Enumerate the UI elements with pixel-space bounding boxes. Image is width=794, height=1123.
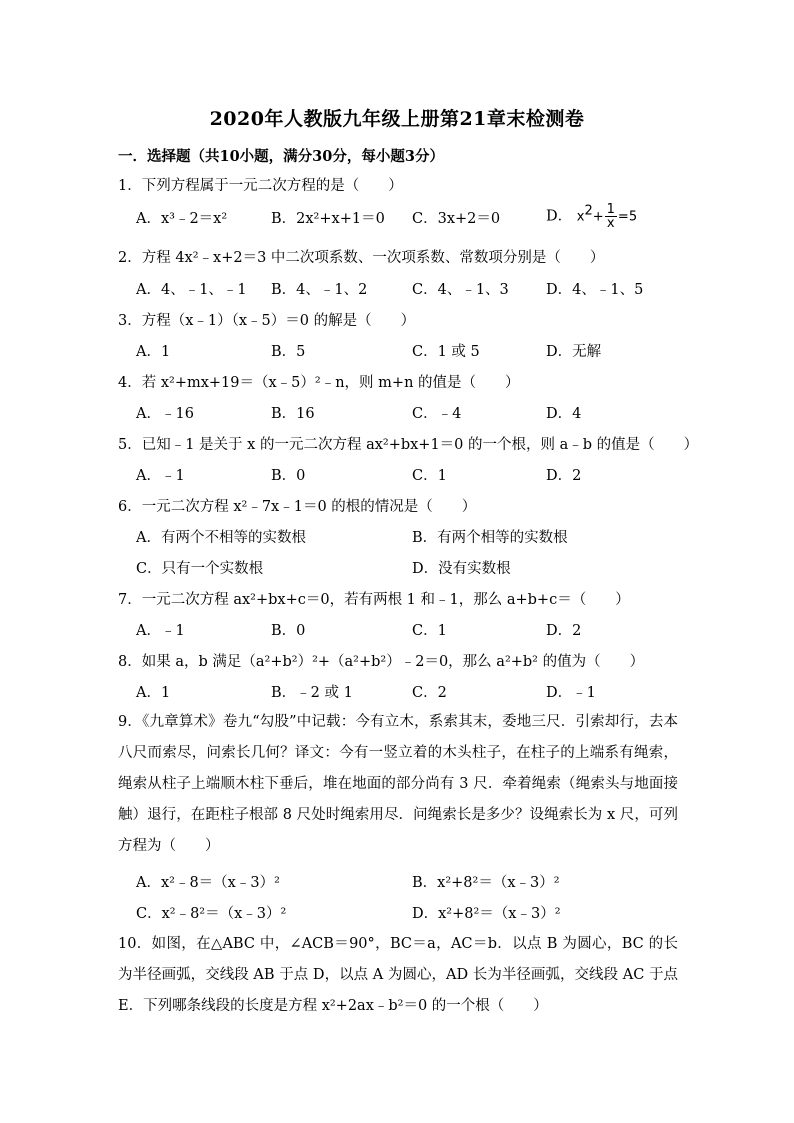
q1-option-d-exp: 2 xyxy=(584,203,593,219)
question-5-stem: 5．已知﹣1 是关于 x 的一元二次方程 ax²+bx+1＝0 的一个根，则 a﹣b 的值是（ ） xyxy=(118,437,699,453)
question-1-stem: 1．下列方程属于一元二次方程的是（ ） xyxy=(118,178,403,194)
q1-option-d-plus: + xyxy=(592,209,604,225)
q3-option-a: A．1 xyxy=(136,344,171,360)
q8-option-d: D．﹣1 xyxy=(546,685,596,701)
q5-option-b: B．0 xyxy=(271,468,306,484)
q2-option-b: B．4、﹣1、2 xyxy=(271,282,368,298)
q2-option-a: A．4、﹣1、﹣1 xyxy=(136,282,247,298)
q7-option-c: C．1 xyxy=(412,623,447,639)
page-title: 2020年人教版九年级上册第21章末检测卷 xyxy=(209,108,585,130)
q5-option-a: A．﹣1 xyxy=(136,468,185,484)
q7-option-a: A．﹣1 xyxy=(136,623,185,639)
q1-option-d-tail: =5 xyxy=(617,209,638,225)
q6-option-b: B．有两个相等的实数根 xyxy=(412,530,568,546)
q1-option-c: C．3x+2＝0 xyxy=(412,211,501,227)
q6-option-d: D．没有实数根 xyxy=(412,561,511,577)
question-3-stem: 3．方程（x﹣1）（x﹣5）＝0 的解是（ ） xyxy=(118,313,416,329)
section-header: 一．选择题（共10小题，满分30分，每小题3分） xyxy=(118,148,444,165)
fraction-numerator: 1 xyxy=(606,202,615,217)
q7-option-d: D．2 xyxy=(546,623,582,639)
q6-option-c: C．只有一个实数根 xyxy=(136,561,264,577)
q9-option-d: D．x²+8²＝（x﹣3）² xyxy=(412,906,561,922)
q9-option-b: B．x²+8²＝（x﹣3）² xyxy=(412,875,560,891)
q8-option-b: B．﹣2 或 1 xyxy=(271,685,353,701)
q1-option-d-prefix: D． xyxy=(546,208,573,225)
q5-option-c: C．1 xyxy=(412,468,447,484)
q1-option-a: A．x³﹣2＝x² xyxy=(136,211,228,227)
question-2-stem: 2．方程 4x²﹣x+2＝3 中二次项系数、一次项系数、常数项分别是（ ） xyxy=(118,250,605,266)
q8-option-a: A．1 xyxy=(136,685,171,701)
question-7-stem: 7．一元二次方程 ax²+bx+c＝0，若有两根 1 和﹣1，那么 a+b+c＝（ ） xyxy=(118,592,630,608)
q2-option-c: C．4、﹣1、3 xyxy=(412,282,509,298)
question-8-stem: 8．如果 a，b 满足（a²+b²）²+（a²+b²）﹣2＝0，那么 a²+b² 的值为（ ） xyxy=(118,654,645,670)
fraction-denominator: x xyxy=(606,216,615,231)
q2-option-d: D．4、﹣1、5 xyxy=(546,282,644,298)
q3-option-d: D．无解 xyxy=(546,344,602,360)
q4-option-b: B．16 xyxy=(271,406,315,422)
q8-option-c: C．2 xyxy=(412,685,447,701)
q9-option-a: A．x²﹣8＝（x﹣3）² xyxy=(136,875,280,891)
q3-option-c: C．1 或 5 xyxy=(412,344,480,360)
q1-option-d xyxy=(546,203,637,230)
q1-option-d-fraction xyxy=(605,203,617,230)
q9-option-c: C．x²﹣8²＝（x﹣3）² xyxy=(136,906,287,922)
q4-option-c: C．﹣4 xyxy=(412,406,462,422)
question-4-stem: 4．若 x²+mx+19＝（x﹣5）²﹣n，则 m+n 的值是（ ） xyxy=(118,375,520,391)
q5-option-d: D．2 xyxy=(546,468,582,484)
q1-option-d-var: x xyxy=(576,209,585,225)
question-9-stem: 9．《九章算术》卷九“勾股”中记载：今有立木，系索其末，委地三尺．引索却行，去本八尺而索尽，问索长几何？译文：今有一竖立着的木头柱子，在柱子的上端系有绳索，绳索从柱子上端顺木柱下垂后，堆在地面的部分尚有 3 尺．牵着绳索（绳索头与地面接触）退行，在距柱子根部 8 尺处时绳索用尽．问绳索长是多少？设绳索长为 x 尺，可列方程为（ ） xyxy=(118,714,678,854)
q6-option-a: A．有两个不相等的实数根 xyxy=(136,530,306,546)
q1-option-b: B．2x²+x+1＝0 xyxy=(271,211,385,227)
question-6-stem: 6．一元二次方程 x²﹣7x﹣1＝0 的根的情况是（ ） xyxy=(118,499,477,515)
q4-option-d: D．4 xyxy=(546,406,582,422)
q7-option-b: B．0 xyxy=(271,623,306,639)
q3-option-b: B．5 xyxy=(271,344,306,360)
question-10-stem: 10．如图，在△ABC 中，∠ACB＝90°，BC＝a，AC＝b．以点 B 为圆心，BC 的长为半径画弧，交线段 AB 于点 D，以点 A 为圆心，AD 长为半径画弧，交线段 AC 于点 E．下列哪条线段的长度是方程 x²+2ax﹣b²＝0 的一个根（ ） xyxy=(118,936,678,1014)
q4-option-a: A．﹣16 xyxy=(136,406,194,422)
